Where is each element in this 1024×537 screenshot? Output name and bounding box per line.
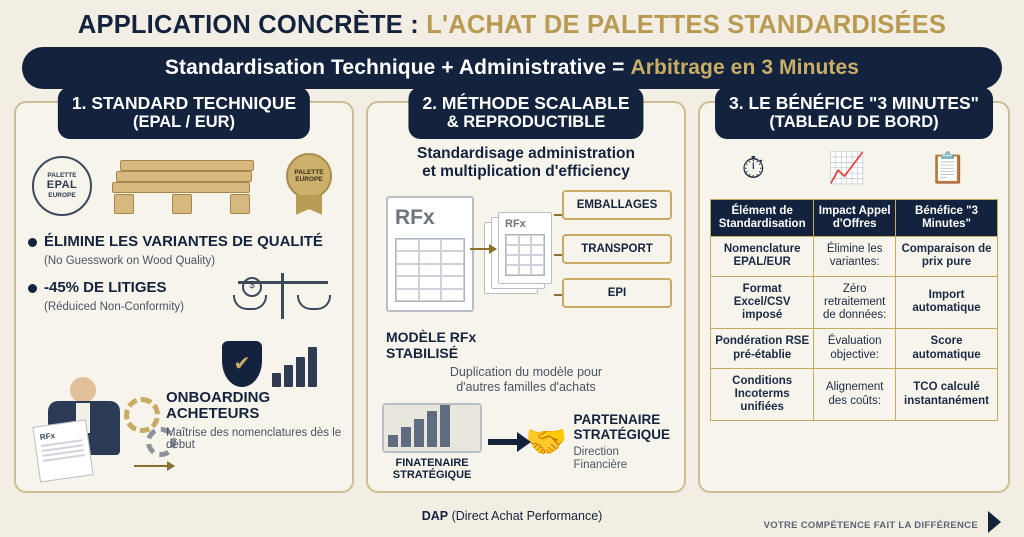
arrow-right-icon [470,248,496,250]
page-title [14,12,1010,39]
growth-chart-icon [382,403,482,453]
panel-3-subtitle: (TABLEAU DE BORD) [769,113,939,132]
panel-1-header [58,87,310,139]
panel-3-header [715,87,993,139]
subtitle-equals: = [612,55,625,79]
growth-arrow-icon: 📈 [828,151,866,185]
page-footer [0,509,1024,533]
partner-line-1: PARTENAIRE [573,412,661,428]
table-row [711,237,998,276]
panel-2-intro [382,145,670,182]
rfx-master-label: RFx [395,205,435,229]
panel-methode-scalable [366,92,686,493]
duplication-line-2: d'autres familles d'achats [456,380,596,395]
col-header-element: Élément de Standardisation [711,199,814,236]
subtitle-bar [22,47,1002,89]
panel-benefice-3-minutes [698,92,1010,493]
panel-2-footer-row [378,403,674,481]
duplication-note [384,365,668,395]
epal-stamp-top: PALETTE [47,171,77,179]
category-tags [562,190,672,322]
bar-chart-icon [272,343,317,387]
checklist-icon: 📋 [928,151,967,185]
bullet-subtitle: (No Guesswork on Wood Quality) [44,255,216,268]
table-row [711,276,998,329]
dollar-coin-icon: $ [242,277,262,297]
model-label [386,330,674,361]
cell-impact: Alignement des coûts: [814,368,896,421]
partner-label [573,413,670,471]
partner-line-2: STRATÉGIQUE [573,427,670,443]
onboarding-block [166,390,344,451]
cell-element: Conditions Incoterms unifiées [711,368,814,421]
rfx-master-document-icon [386,196,474,312]
columns-container [14,92,1010,493]
panel-1-side-icons [222,271,342,391]
rfx-document-icon [32,419,93,482]
panel-1-subtitle: (EPAL / EUR) [132,113,236,132]
rfx-copy-label: RFx [505,217,526,230]
epal-stamp-bottom: EUROPE [48,192,76,200]
wooden-pallet-icon [112,154,262,218]
panel-3-title: 3. LE BÉNÉFICE "3 MINUTES" [729,92,979,113]
rfx-flow-diagram [378,190,674,330]
cell-element: Format Excel/CSV imposé [711,276,814,329]
handshake-icon: 🤝 [525,423,568,462]
medal-disc [286,153,332,199]
cell-benefit: TCO calculé instantanément [896,368,998,421]
panel-1-title: 1. STANDARD TECHNIQUE [71,92,297,113]
panel-2-header [408,87,643,139]
panel-2-intro-line-2: et multiplication d'efficiency [422,163,630,181]
table-row [711,329,998,368]
cell-element: Nomenclature EPAL/EUR [711,237,814,276]
page-title-part-1: APPLICATION CONCRÈTE : [77,11,427,39]
finance-card-caption [382,457,482,481]
bullet-dot-icon [28,284,37,293]
tag-emballages: EMBALLAGES [562,190,672,220]
cell-element: Pondération RSE pré-établie [711,329,814,368]
panel-3-icon-row [710,143,998,195]
duplication-line-1: Duplication du modèle pour [449,365,603,380]
cell-benefit: Score automatique [896,329,998,368]
subtitle-left: Standardisation Technique + Administrative [164,55,607,79]
benefits-table [710,199,998,422]
finance-chart-card [382,403,482,481]
pallet-illustration-row [26,143,342,229]
arrow-right-icon [134,465,174,467]
medal-ribbon [296,195,322,215]
model-label-line-1: MODÈLE RFx [386,328,477,345]
arrow-right-icon [488,439,519,445]
table-header-row [711,199,998,236]
shield-check-icon: ✔ [222,341,262,387]
panel-2-intro-line-1: Standardisage administration [417,144,635,162]
cell-impact: Élimine les variantes: [814,237,896,276]
finance-caption-line-1: FINATENAIRE [395,457,469,470]
cell-impact: Évaluation objective: [814,329,896,368]
bullet-subtitle: (Réduiced Non-Conformity) [44,301,184,314]
bullet-dot-icon [28,238,37,247]
table-row [711,368,998,421]
rfx-copies-stack-icon [484,212,550,296]
dap-abbrev: DAP [421,509,449,523]
panel-2-subtitle: & REPRODUCTIBLE [446,113,606,132]
bullet-title: -45% DE LITIGES [44,278,167,296]
col-header-benefit: Bénéfice "3 Minutes" [896,199,998,236]
tag-epi: EPI [562,278,672,308]
col-header-impact: Impact Appel d'Offres [814,199,896,236]
partner-subtitle: Direction Financière [573,446,628,471]
cell-benefit: Comparaison de prix pure [896,237,998,276]
epal-stamp-mid: EPAL [46,179,78,192]
model-label-line-2: STABILISÉ [386,344,459,361]
panel-2-title: 2. MÉTHODE SCALABLE [422,92,630,113]
cell-impact: Zéro retraitement de données: [814,276,896,329]
cell-benefit: Import automatique [896,276,998,329]
subtitle-right: Arbitrage en 3 Minutes [630,55,860,79]
footer-tagline: VOTRE COMPÉTENCE FAIT LA DIFFÉRENCE [763,520,978,531]
balance-scale-icon [228,271,336,333]
epal-stamp-icon [32,156,92,216]
bullet-item [28,233,342,270]
bullet-title: ÉLIMINE LES VARIANTES DE QUALITÉ [44,232,323,250]
stopwatch-icon: ⏱ [741,151,766,185]
tag-transport: TRANSPORT [562,234,672,264]
medal-line-2: EUROPE [295,175,323,183]
page-title-part-2: L'ACHAT DE PALETTES STANDARDISÉES [426,11,947,39]
onboarding-subtitle: Maîtrise des nomenclatures dès le début [166,426,342,451]
finance-caption-line-2: STRATÉGIQUE [392,469,472,482]
europe-quality-medal-icon [282,153,336,219]
panel-standard-technique [14,92,354,493]
brand-logo-icon [988,511,1014,533]
medal-line-1: PALETTE [294,168,324,176]
dap-expansion: (Direct Achat Performance) [448,509,603,523]
rfx-doc-label: RFx [39,430,56,442]
onboarding-title: ONBOARDING ACHETEURS [166,388,271,423]
